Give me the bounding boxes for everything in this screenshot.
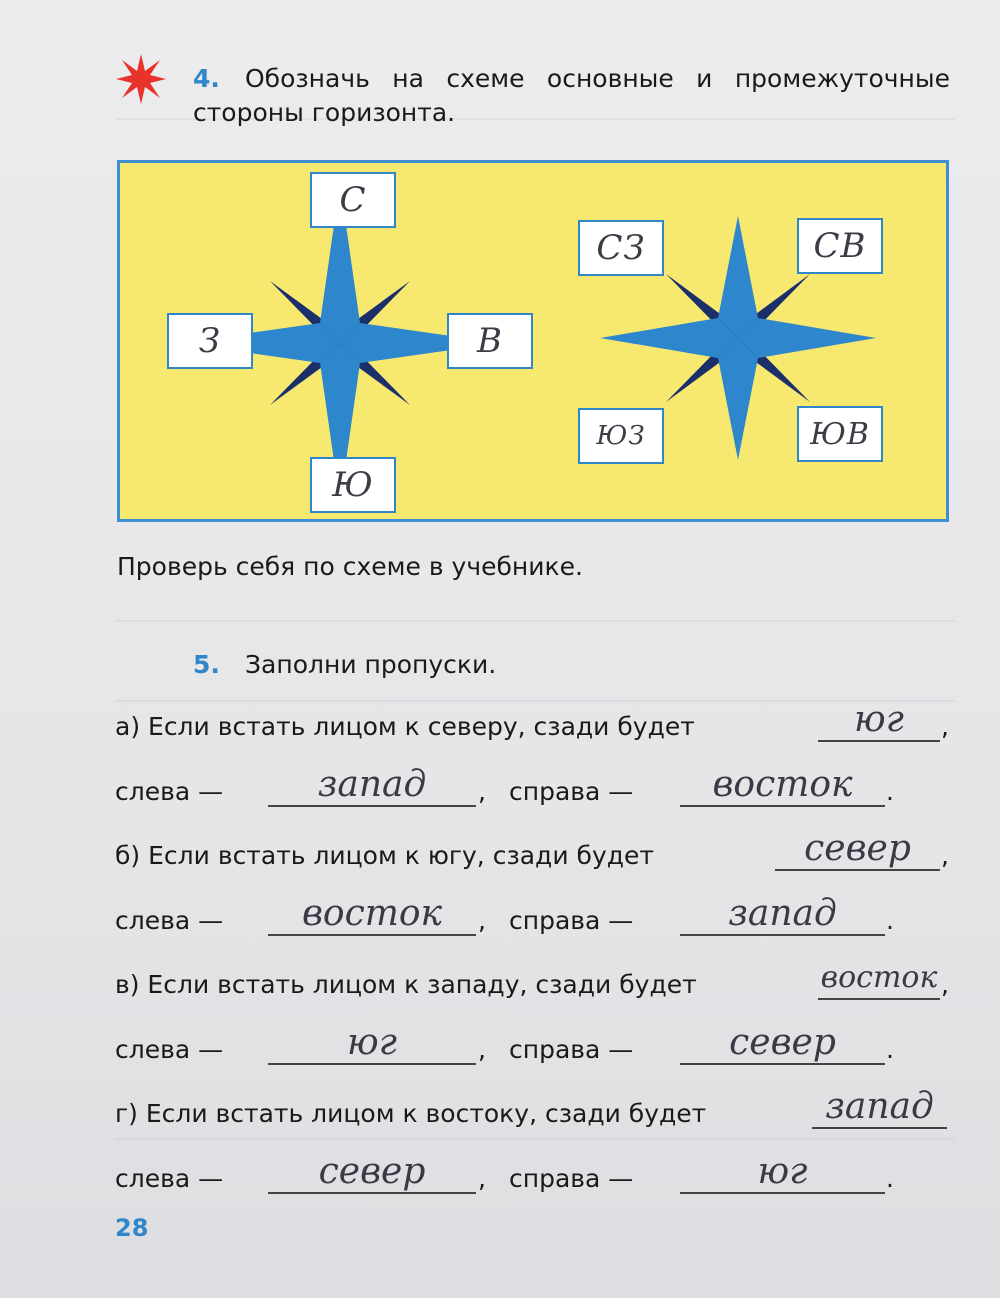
comma: , [478,777,486,806]
item-v-left: юг [347,1022,397,1063]
item-g-left: север [318,1151,426,1192]
period: . [886,1035,894,1064]
label-box-south[interactable] [310,457,396,513]
task-5-number: 5. [193,650,220,679]
right-label: справа — [509,1164,634,1193]
label-southwest: ЮЗ [596,421,646,451]
label-box-southeast[interactable] [797,406,883,462]
bleed-through [115,1138,955,1140]
item-b-behind: север [804,828,911,869]
item-b-right-field[interactable] [680,893,885,936]
task-4-number: 4. [193,64,220,93]
page-number: 28 [115,1214,149,1242]
left-label: слева — [115,1164,224,1193]
item-g-right: юг [757,1151,808,1192]
item-g-right-field[interactable] [680,1151,885,1194]
right-label: справа — [509,777,634,806]
item-a-left: запад [317,764,427,805]
comma: , [941,712,949,741]
right-label: справа — [509,906,634,935]
compass-scheme [117,160,949,522]
comma: , [941,970,949,999]
label-box-northeast[interactable] [797,218,883,274]
label-northwest: СЗ [596,228,646,268]
task-4-line-1: Обозначь на схеме основные и промежуточные [245,64,950,93]
red-star-icon [114,52,168,106]
item-v-behind: восток [820,960,938,995]
item-a-right-field[interactable] [680,764,885,807]
item-a-right: восток [712,764,853,805]
period: . [886,1164,894,1193]
label-southeast: ЮВ [810,416,870,452]
item-a-behind: юг [854,699,904,740]
item-b-left: восток [301,893,443,934]
label-box-southwest[interactable] [578,408,664,464]
label-box-east[interactable] [447,313,533,369]
item-b-right: запад [728,893,837,934]
item-v-prefix: в) Если встать лицом к западу, сзади будет [115,970,697,999]
item-g-prefix: г) Если встать лицом к востоку, сзади будет [115,1099,707,1128]
right-label: справа — [509,1035,634,1064]
item-a-behind-field[interactable] [818,699,940,742]
check-instruction: Проверь себя по схеме в учебнике. [117,552,583,581]
item-b-left-field[interactable] [268,893,476,936]
item-b-behind-field[interactable] [775,828,940,871]
item-b-prefix: б) Если встать лицом к югу, сзади будет [115,841,654,870]
label-south: Ю [332,465,374,505]
task-5-title: Заполни пропуски. [245,650,497,679]
label-west: З [198,321,222,361]
bleed-through [115,700,955,702]
label-box-north[interactable] [310,172,396,228]
item-a-left-field[interactable] [268,764,476,807]
left-label: слева — [115,906,224,935]
label-northeast: СВ [813,226,867,266]
left-label: слева — [115,777,224,806]
left-label: слева — [115,1035,224,1064]
comma: , [478,906,486,935]
item-g-left-field[interactable] [268,1151,476,1194]
label-east: В [477,321,503,361]
item-v-left-field[interactable] [268,1022,476,1065]
bleed-through [115,620,955,622]
task-4-line-2: стороны горизонта. [193,98,456,127]
label-box-west[interactable] [167,313,253,369]
item-a-prefix: а) Если встать лицом к северу, сзади будет [115,712,695,741]
period: . [886,906,894,935]
period: . [886,777,894,806]
comma: , [478,1164,486,1193]
comma: , [941,841,949,870]
comma: , [478,1035,486,1064]
label-north: С [339,180,367,220]
label-box-northwest[interactable] [578,220,664,276]
item-v-behind-field[interactable] [818,962,940,1000]
item-g-behind: запад [825,1086,934,1127]
item-g-behind-field[interactable] [812,1086,947,1129]
item-v-right-field[interactable] [680,1022,885,1065]
item-v-right: север [729,1022,836,1063]
